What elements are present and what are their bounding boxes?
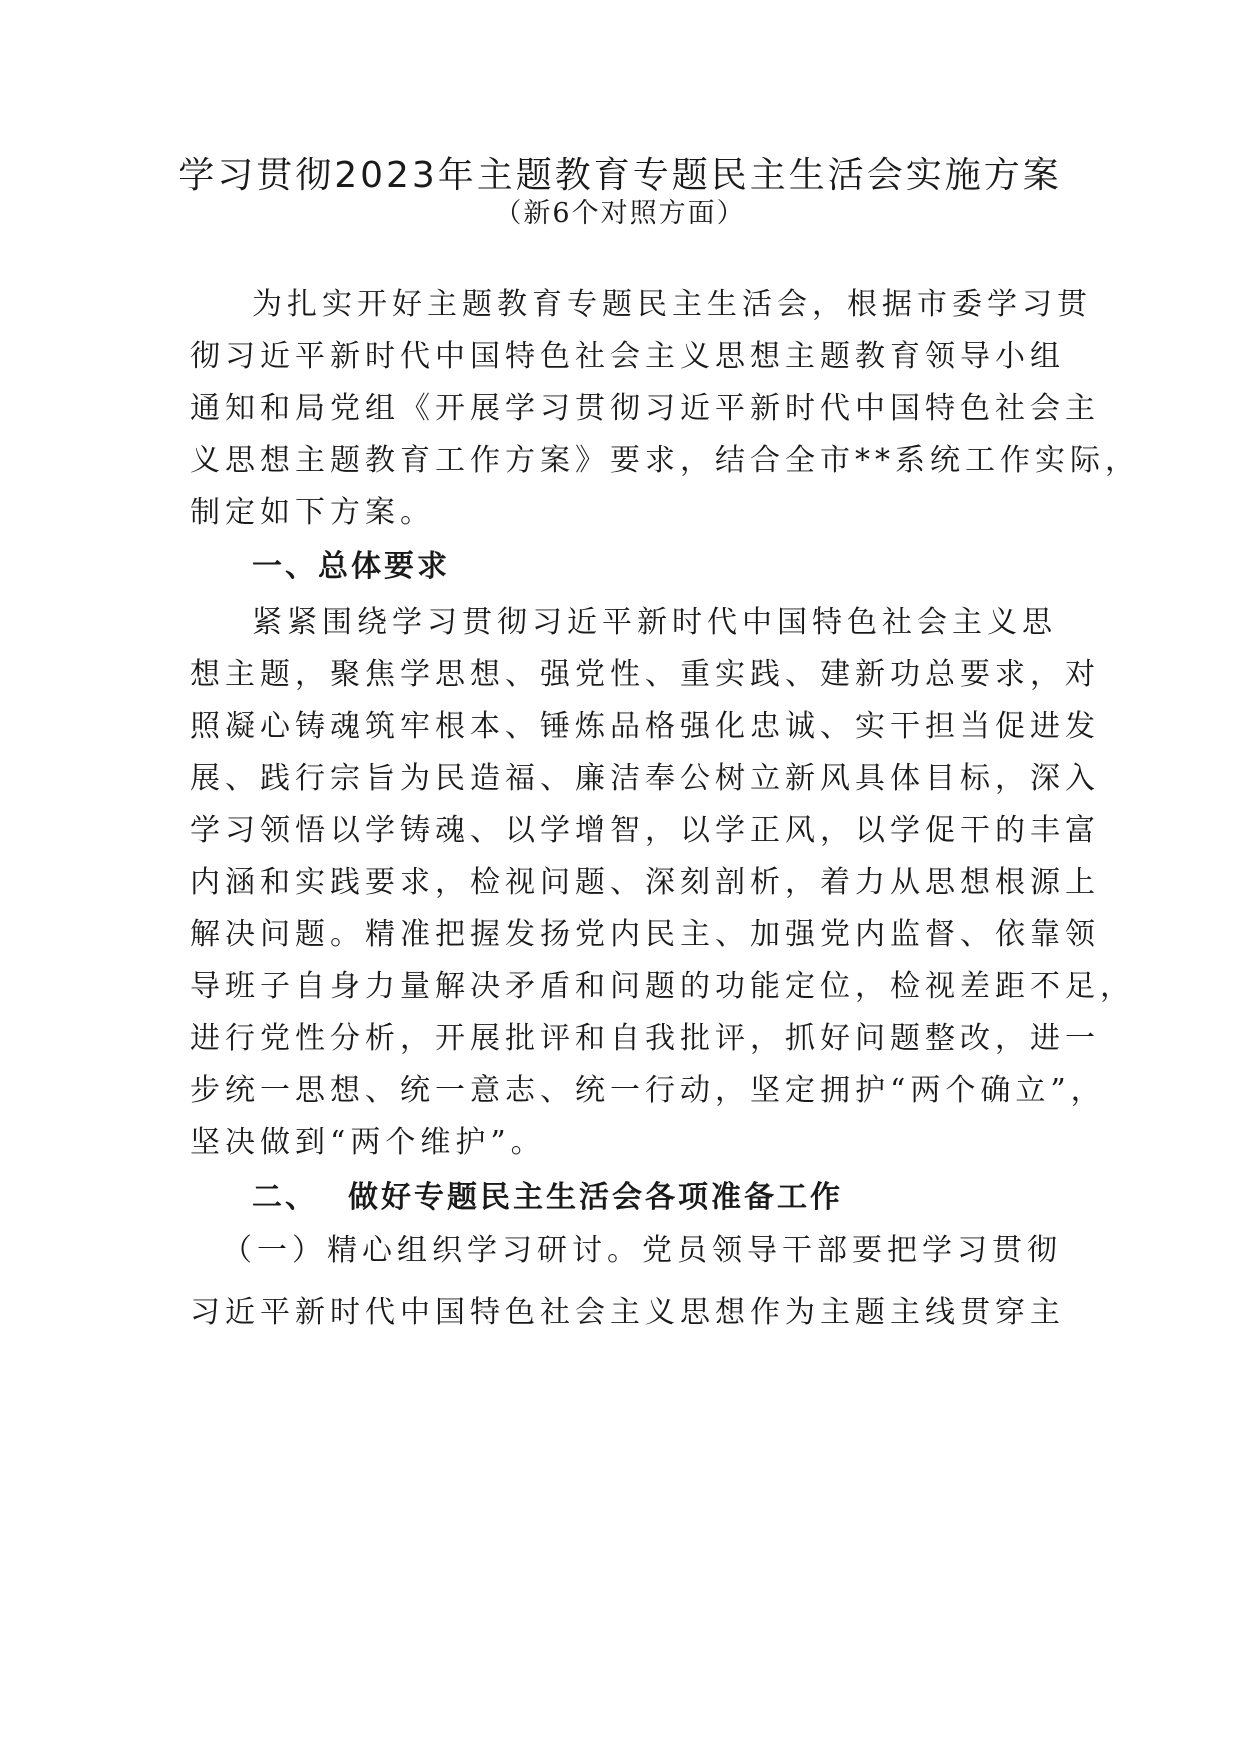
intro-line: 义思想主题教育工作方案》要求，结合全市**系统工作实际，: [190, 443, 1140, 478]
section1-line: 内涵和实践要求，检视问题、深刻剖析，着力从思想根源上: [190, 865, 1100, 900]
intro-line: 通知和局党组《开展学习贯彻习近平新时代中国特色社会主: [190, 391, 1100, 426]
section1-line: 步统一思想、统一意志、统一行动，坚定拥护“两个确立”，: [190, 1073, 1106, 1108]
intro-line: 彻习近平新时代中国特色社会主义思想主题教育领导小组: [190, 339, 1065, 374]
section1-line: 进行党性分析，开展批评和自我批评，抓好问题整改，进一: [190, 1021, 1100, 1056]
section1-line: 想主题，聚焦学思想、强党性、重实践、建新功总要求，对: [190, 657, 1100, 692]
intro-line: 为扎实开好主题教育专题民主生活会，根据市委学习贯: [252, 287, 1092, 322]
section-heading-preparation: [252, 1168, 843, 1228]
section1-line: 展、践行宗旨为民造福、廉洁奉公树立新风具体目标，深入: [190, 761, 1100, 796]
intro-line: 制定如下方案。: [190, 495, 435, 530]
section1-line: 学习领悟以学铸魂、以学增智，以学正风，以学促干的丰富: [190, 813, 1100, 848]
section-heading-general-requirements: 一、总体要求: [252, 549, 450, 584]
section1-line: 解决问题。精准把握发扬党内民主、加强党内监督、依靠领: [190, 917, 1100, 952]
section2-line: 习近平新时代中国特色社会主义思想作为主题主线贯穿主: [190, 1295, 1065, 1330]
section1-line: 坚决做到“两个维护”。: [190, 1125, 546, 1160]
section1-line: 照凝心铸魂筑牢根本、锤炼品格强化忠诚、实干担当促进发: [190, 709, 1100, 744]
section2-line: （一）精心组织学习研讨。党员领导干部要把学习贯彻: [222, 1233, 1062, 1268]
section-heading-number: 二、: [252, 1180, 318, 1215]
section1-line: 紧紧围绕学习贯彻习近平新时代中国特色社会主义思: [252, 605, 1057, 640]
document-title: 学习贯彻2023年主题教育专题民主生活会实施方案: [178, 155, 1062, 196]
section-heading-text: 做好专题民主生活会各项准备工作: [348, 1180, 843, 1215]
document-subtitle: （新6个对照方面）: [494, 198, 746, 229]
section1-line: 导班子自身力量解决矛盾和问题的功能定位，检视差距不足，: [190, 969, 1135, 1004]
